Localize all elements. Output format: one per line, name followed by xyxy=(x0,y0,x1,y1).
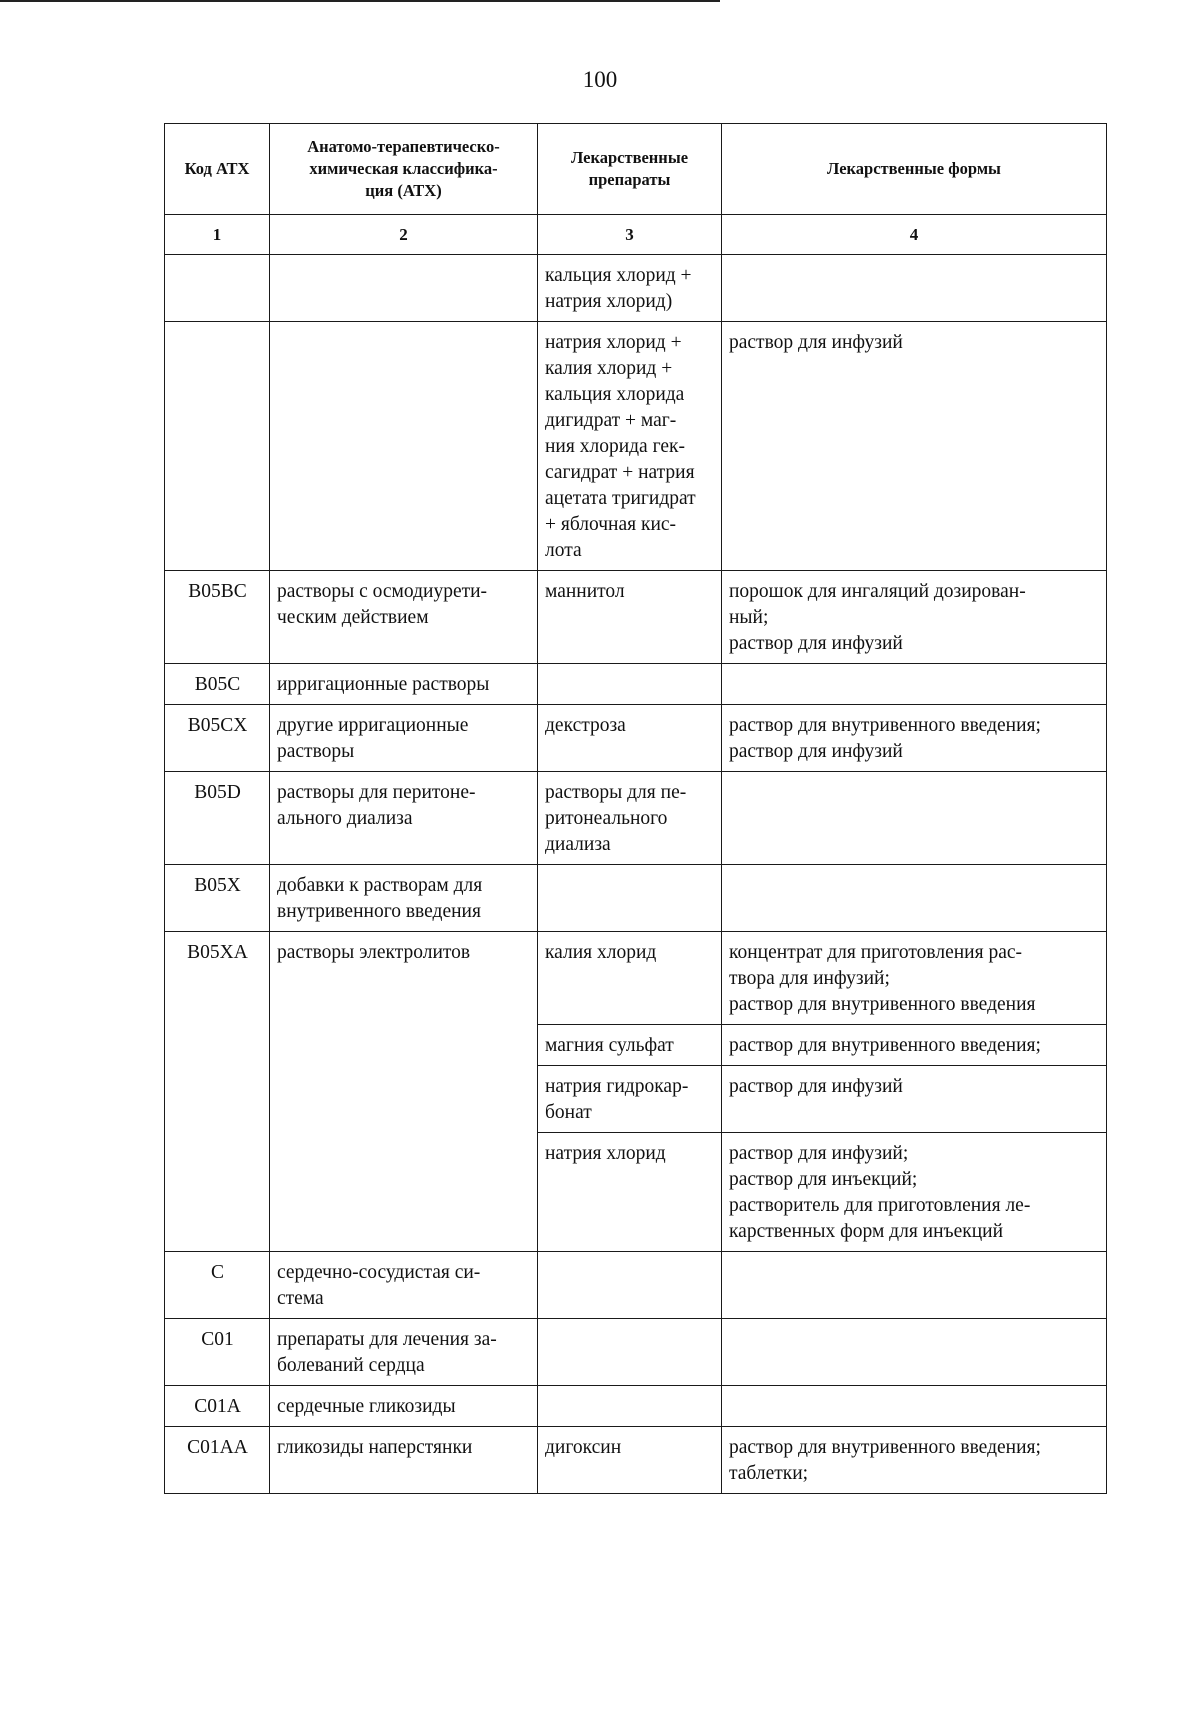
forms-cell xyxy=(722,255,1107,322)
forms-cell-line: раствор для инфузий; xyxy=(729,1143,909,1164)
drugs-cell-line: магния сульфат xyxy=(545,1035,674,1056)
classification-cell xyxy=(270,1319,538,1386)
forms-cell xyxy=(722,932,1107,1025)
forms-cell xyxy=(722,1427,1107,1494)
drugs-cell-line: калия хлорид + xyxy=(545,358,673,379)
atx-table xyxy=(164,123,1107,1494)
classification-cell-line: ального диализа xyxy=(277,808,413,829)
classification-cell-line: стема xyxy=(277,1288,324,1309)
drugs-cell-line: лота xyxy=(545,540,582,561)
drugs-cell-line: + яблочная кис- xyxy=(545,514,677,535)
classification-cell xyxy=(270,865,538,932)
classification-cell xyxy=(270,664,538,705)
column-number: 4 xyxy=(722,215,1107,255)
atx-code-cell xyxy=(165,255,270,322)
drugs-cell-line: бонат xyxy=(545,1102,592,1123)
forms-cell-line: твора для инфузий; xyxy=(729,968,890,989)
forms-cell xyxy=(722,322,1107,571)
forms-cell-line: раствор для инфузий xyxy=(729,633,903,654)
drugs-cell-line: натрия хлорид xyxy=(545,1143,666,1164)
classification-cell xyxy=(270,255,538,322)
drugs-cell-line: диализа xyxy=(545,834,611,855)
table-row xyxy=(165,322,1107,571)
column-number: 3 xyxy=(538,215,722,255)
drugs-cell-line: дигидрат + маг- xyxy=(545,410,677,431)
table-row xyxy=(165,1319,1107,1386)
classification-cell-line: ческим действием xyxy=(277,607,429,628)
table-row xyxy=(165,1386,1107,1427)
column-number-row xyxy=(165,215,1107,255)
atx-code-cell: B05D xyxy=(165,772,270,865)
forms-cell-line: раствор для внутривенного введения xyxy=(729,994,1036,1015)
atx-code-cell: B05XA xyxy=(165,932,270,1252)
table-row xyxy=(165,705,1107,772)
drugs-cell xyxy=(538,255,722,322)
classification-cell-line: растворы с осмодиурети- xyxy=(277,581,488,602)
drugs-cell xyxy=(538,664,722,705)
forms-cell xyxy=(722,1252,1107,1319)
forms-cell-line: порошок для ингаляций дозирован- xyxy=(729,581,1026,602)
drugs-cell xyxy=(538,705,722,772)
atx-code-cell: B05BC xyxy=(165,571,270,664)
forms-cell xyxy=(722,1133,1107,1252)
drugs-cell xyxy=(538,1319,722,1386)
drugs-cell xyxy=(538,932,722,1025)
table-row xyxy=(165,571,1107,664)
classification-cell xyxy=(270,1386,538,1427)
header-drugs-line: препараты xyxy=(588,170,671,189)
drugs-cell-line: дигоксин xyxy=(545,1437,622,1458)
page-number: 100 xyxy=(582,67,618,92)
forms-cell-line: раствор для внутривенного введения; xyxy=(729,715,1041,736)
forms-cell-line: ный; xyxy=(729,607,769,628)
classification-cell xyxy=(270,705,538,772)
header-forms: Лекарственные формы xyxy=(722,124,1107,215)
forms-cell xyxy=(722,705,1107,772)
classification-cell-line: сердечные гликозиды xyxy=(277,1396,456,1417)
classification-cell xyxy=(270,932,538,1252)
drugs-cell-line: растворы для пе- xyxy=(545,782,687,803)
classification-cell-line: внутривенного введения xyxy=(277,901,481,922)
drugs-cell-line: калия хлорид xyxy=(545,942,657,963)
atx-code-cell: C01A xyxy=(165,1386,270,1427)
classification-cell-line: гликозиды наперстянки xyxy=(277,1437,473,1458)
atx-code-cell: C xyxy=(165,1252,270,1319)
table-row xyxy=(165,1427,1107,1494)
classification-cell xyxy=(270,1427,538,1494)
table-row xyxy=(165,772,1107,865)
forms-cell xyxy=(722,1319,1107,1386)
classification-cell-line: растворы электролитов xyxy=(277,942,471,963)
table-row xyxy=(165,255,1107,322)
classification-cell xyxy=(270,772,538,865)
forms-cell-line: таблетки; xyxy=(729,1463,809,1484)
table-row xyxy=(165,664,1107,705)
drugs-cell xyxy=(538,772,722,865)
classification-cell-line: болеваний сердца xyxy=(277,1355,425,1376)
forms-cell-line: раствор для инфузий xyxy=(729,1076,903,1097)
header-classification xyxy=(270,124,538,215)
table-row xyxy=(165,865,1107,932)
atx-code-cell: C01AA xyxy=(165,1427,270,1494)
atx-code-cell: C01 xyxy=(165,1319,270,1386)
classification-cell-line: другие ирригационные xyxy=(277,715,469,736)
classification-cell-line: препараты для лечения за- xyxy=(277,1329,497,1350)
table-row xyxy=(165,932,1107,1025)
forms-cell-line: растворитель для приготовления ле- xyxy=(729,1195,1031,1216)
header-drugs xyxy=(538,124,722,215)
forms-cell xyxy=(722,1386,1107,1427)
header-drugs-line: Лекарственные xyxy=(570,148,689,167)
forms-cell xyxy=(722,664,1107,705)
classification-cell-line: растворы для перитоне- xyxy=(277,782,476,803)
drugs-cell-line: сагидрат + натрия xyxy=(545,462,695,483)
drugs-cell xyxy=(538,571,722,664)
drugs-cell-line: натрия хлорид + xyxy=(545,332,682,353)
drugs-cell-line: натрия хлорид) xyxy=(545,291,673,312)
table-row xyxy=(165,1252,1107,1319)
drugs-cell-line: кальция хлорид + xyxy=(545,265,692,286)
header-classification-line: ция (АТХ) xyxy=(365,181,442,200)
forms-cell-line: карственных форм для инъекций xyxy=(729,1221,1004,1242)
drugs-cell xyxy=(538,1133,722,1252)
header-code: Код АТХ xyxy=(165,124,270,215)
drugs-cell-line: натрия гидрокар- xyxy=(545,1076,689,1097)
atx-code-cell xyxy=(165,322,270,571)
drugs-cell xyxy=(538,1427,722,1494)
drugs-cell xyxy=(538,1025,722,1066)
drugs-cell xyxy=(538,865,722,932)
header-classification-line: химическая классифика- xyxy=(309,159,498,178)
drugs-cell-line: ния хлорида гек- xyxy=(545,436,685,457)
forms-cell xyxy=(722,1025,1107,1066)
forms-cell xyxy=(722,772,1107,865)
header-classification-line: Анатомо-терапевтическо- xyxy=(307,137,500,156)
forms-cell-line: раствор для внутривенного введения; xyxy=(729,1035,1041,1056)
top-rule xyxy=(0,0,720,2)
drugs-cell-line: ритонеального xyxy=(545,808,668,829)
atx-code-cell: B05CX xyxy=(165,705,270,772)
classification-cell xyxy=(270,571,538,664)
drugs-cell xyxy=(538,1066,722,1133)
forms-cell xyxy=(722,571,1107,664)
drugs-cell-line: кальция хлорида xyxy=(545,384,685,405)
atx-code-cell: B05C xyxy=(165,664,270,705)
classification-cell xyxy=(270,322,538,571)
forms-cell-line: концентрат для приготовления рас- xyxy=(729,942,1022,963)
classification-cell-line: растворы xyxy=(277,741,355,762)
atx-code-cell: B05X xyxy=(165,865,270,932)
column-number: 1 xyxy=(165,215,270,255)
classification-cell-line: ирригационные растворы xyxy=(277,674,490,695)
drugs-cell-line: декстроза xyxy=(545,715,626,736)
forms-cell-line: раствор для инфузий xyxy=(729,741,903,762)
drugs-cell xyxy=(538,1252,722,1319)
forms-cell-line: раствор для внутривенного введения; xyxy=(729,1437,1041,1458)
forms-cell-line: раствор для инфузий xyxy=(729,332,903,353)
header-row xyxy=(165,124,1107,215)
column-number: 2 xyxy=(270,215,538,255)
classification-cell-line: сердечно-сосудистая си- xyxy=(277,1262,481,1283)
classification-cell xyxy=(270,1252,538,1319)
drugs-cell xyxy=(538,1386,722,1427)
drugs-cell-line: маннитол xyxy=(545,581,625,602)
classification-cell-line: добавки к растворам для xyxy=(277,875,483,896)
drugs-cell-line: ацетата тригидрат xyxy=(545,488,696,509)
forms-cell xyxy=(722,1066,1107,1133)
forms-cell xyxy=(722,865,1107,932)
forms-cell-line: раствор для инъекций; xyxy=(729,1169,918,1190)
drugs-cell xyxy=(538,322,722,571)
